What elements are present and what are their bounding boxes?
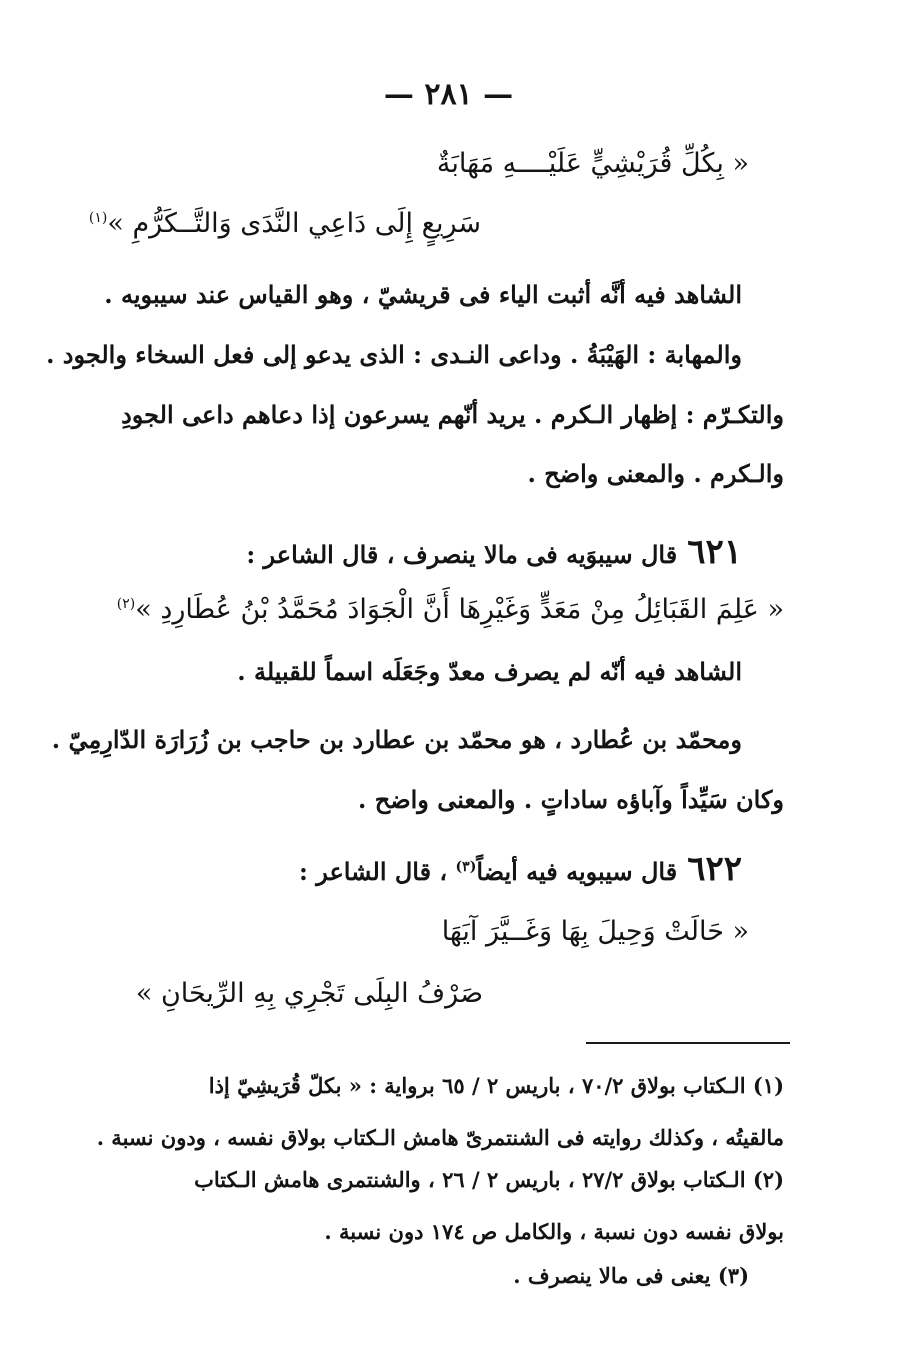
body-line-4 [527,459,785,488]
entry-622 [299,849,742,889]
verse-text: « عَلِمَ القَبَائِلُ مِنْ مَعَدٍّ وَغَيْرِهَا أَنَّ الْجَوَادَ مُحَمَّدُ بْنُ عُطَارِدِ » [135,594,784,625]
verse-text: صَرْفُ البِلَى تَجْرِي بِهِ الرِّيحَانِ » [135,978,483,1009]
body-line-6 [51,725,742,754]
footnote-text: (٢) الـكتاب بولاق ٢٧/٢ ، باريس ٢ / ٢٦ ، والشنتمرى هامش الـكتاب [194,1167,784,1192]
entry-text: قال سيبويه فيه أيضاً [476,857,678,886]
verse-line-1 [437,150,749,177]
entry-number: ٦٢٢ [687,849,742,889]
body-text: ومحمّد بن عُطارد ، هو محمّد بن عطارد بن حاجب بن زُرَارَة الدّارِمِيّ . [51,725,742,754]
verse-text: سَرِيعٍ إِلَى دَاعِي النَّدَى وَالتَّــكَرُّمِ » [107,208,481,239]
body-text: الشاهد فيه أنّه لم يصرف معدّ وجَعَلَه اسماً للقبيلة . [237,657,742,686]
body-line-3 [121,400,784,429]
verse-text: « بِكُلِّ قُرَيْشِيٍّ عَلَيْــــهِ مَهَابَةٌ [436,148,749,179]
verse-line-5 [136,980,483,1007]
footnote-ref: (٢) [116,596,136,612]
verse-line-3 [117,596,784,623]
footnote-text: مالقيتُه ، وكذلك روايته فى الشنتمرىّ هامش الـكتاب بولاق نفسه ، ودون نسبة . [96,1125,784,1150]
body-line-5 [237,657,742,686]
body-text: والـكرم . والمعنى واضح . [527,459,784,488]
footnote-text: (٣) يعنى فى مالا ينصرف . [513,1263,749,1288]
verse-line-4 [442,918,749,945]
body-line-7 [358,785,784,814]
footnote-divider [586,1042,790,1044]
body-text: والتكـرّم : إظهار الـكرم . يريد أنّهم يسرعون إذا دعاهم داعى الجودِ [121,400,784,429]
footnote-line-1 [209,1075,784,1096]
entry-text: قال سيبوَيه فى مالا ينصرف ، قال الشاعر : [246,540,678,569]
footnote-ref: (١) [88,210,108,226]
footnote-ref: (٣) [455,859,477,875]
verse-text: « حَالَتْ وَحِيلَ بِهَا وَغَــيَّرَ آيَهَا [441,916,749,947]
body-line-1 [104,280,742,309]
body-text: والمهابة : الهَيْبَةُ . وداعى النـدى : الذى يدعو إلى فعل السخاء والجود . [46,340,742,369]
footnote-text: بولاق نفسه دون نسبة ، والكامل ص ١٧٤ دون نسبة . [324,1219,784,1244]
body-line-2 [46,340,742,369]
footnote-line-2 [97,1127,784,1148]
page-number: — ٢٨١ — [383,77,514,112]
footnote-text: (١) الـكتاب بولاق ٧٠/٢ ، باريس ٢ / ٦٥ برواية : « بكلّ قُرَيشِيّ إذا [208,1073,784,1098]
entry-text-tail: ، قال الشاعر : [299,857,456,886]
footnote-line-3 [194,1169,784,1190]
body-text: الشاهد فيه أنَّه أثبت الياء فى قريشيّ ، وهو القياس عند سيبويه . [104,280,742,309]
body-text: وكان سَيِّداً وآباؤه ساداتٍ . والمعنى واضح . [358,785,784,814]
entry-number: ٦٢١ [687,532,742,572]
entry-621 [246,532,742,572]
footnote-line-4 [324,1221,784,1242]
footnote-line-5 [513,1265,749,1286]
verse-line-2 [89,210,481,237]
